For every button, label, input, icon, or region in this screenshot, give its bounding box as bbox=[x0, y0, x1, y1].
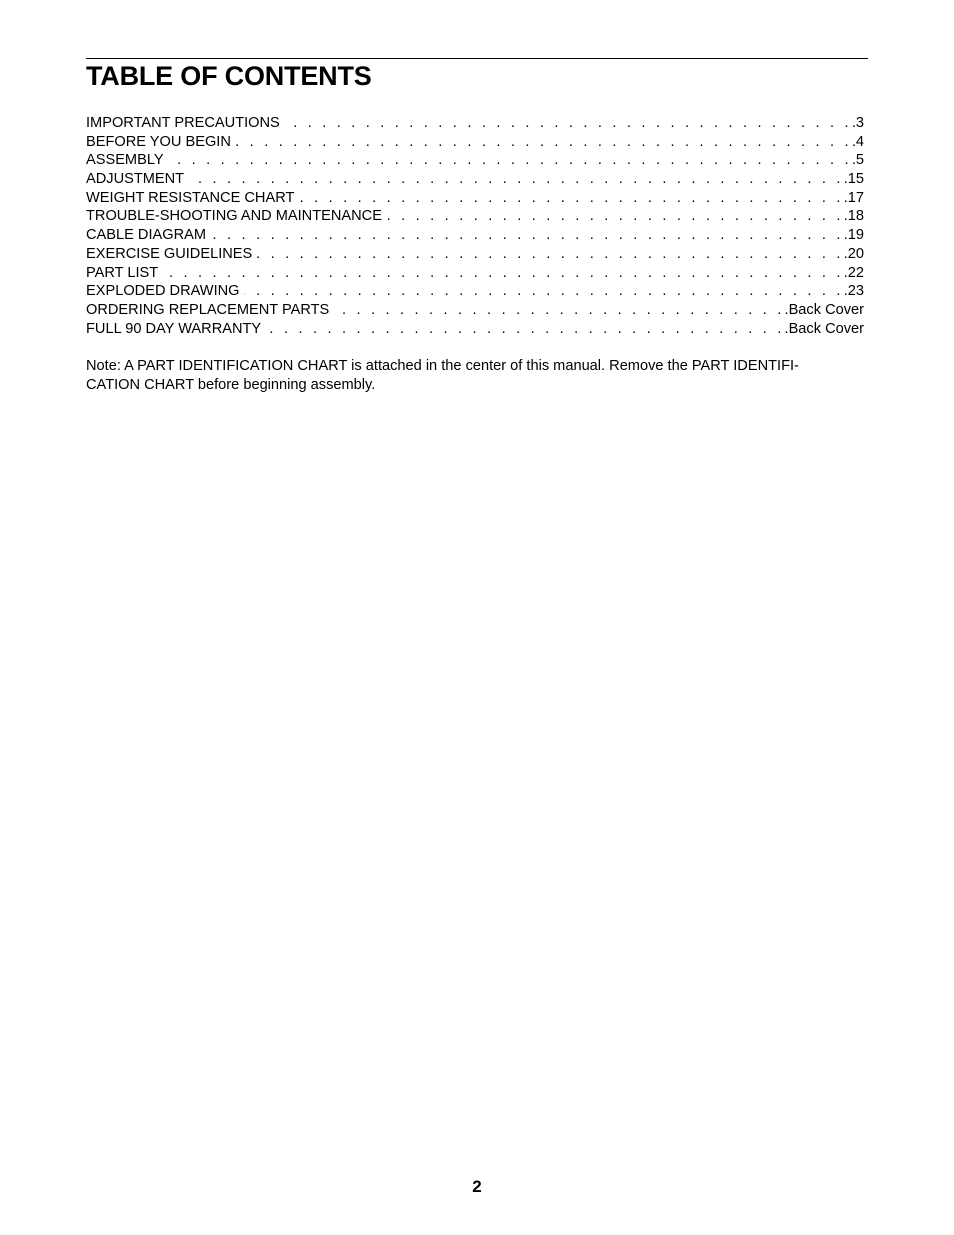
toc-entry-label: EXERCISE GUIDELINES bbox=[86, 245, 253, 262]
note-line: CATION CHART before beginning assembly. bbox=[86, 377, 376, 393]
toc-entry-assembly[interactable] bbox=[86, 151, 864, 170]
dot-leader bbox=[210, 226, 844, 245]
toc-entry-label: FULL 90 DAY WARRANTY bbox=[86, 320, 262, 337]
toc-entry-page: .20 bbox=[843, 245, 864, 262]
toc-entry-important-precautions[interactable] bbox=[86, 114, 864, 133]
dot-leader bbox=[162, 264, 844, 283]
page-title: TABLE OF CONTENTS bbox=[86, 61, 372, 91]
toc-entry-ordering-replacement-parts[interactable] bbox=[86, 301, 864, 320]
dot-leader bbox=[235, 133, 852, 152]
toc-entry-exploded-drawing[interactable] bbox=[86, 282, 864, 301]
toc-entry-adjustment[interactable] bbox=[86, 170, 864, 189]
toc-entry-page: .4 bbox=[851, 133, 864, 150]
toc-entry-label: BEFORE YOU BEGIN bbox=[86, 133, 231, 150]
toc-entry-label: ORDERING REPLACEMENT PARTS bbox=[86, 301, 330, 318]
toc-entry-before-you-begin[interactable] bbox=[86, 133, 864, 152]
toc-entry-page: .3 bbox=[851, 115, 864, 131]
toc-entry-label: IMPORTANT PRECAUTIONS bbox=[86, 115, 280, 131]
toc-entry-label: EXPLODED DRAWING bbox=[86, 283, 240, 300]
assembly-note bbox=[86, 357, 868, 395]
toc-entry-page: .23 bbox=[843, 283, 864, 300]
dot-leader bbox=[298, 189, 843, 208]
table-of-contents bbox=[86, 114, 864, 338]
dot-leader bbox=[284, 114, 852, 133]
toc-entry-page: .15 bbox=[843, 171, 864, 188]
toc-entry-page: .Back Cover bbox=[784, 320, 864, 337]
toc-entry-weight-resistance-chart[interactable] bbox=[86, 189, 864, 208]
toc-entry-label: PART LIST bbox=[86, 264, 159, 281]
dot-leader bbox=[265, 320, 784, 339]
toc-entry-label: ADJUSTMENT bbox=[86, 171, 185, 188]
toc-entry-page: .17 bbox=[843, 189, 864, 206]
dot-leader bbox=[188, 170, 844, 189]
note-line: Note: A PART IDENTIFICATION CHART is attached in the center of this manual. Remove the PART IDENTIFI- bbox=[86, 358, 799, 374]
page-number: 2 bbox=[472, 1177, 482, 1196]
toc-entry-page: .22 bbox=[843, 264, 864, 281]
toc-entry-full-90-day-warranty[interactable] bbox=[86, 320, 864, 339]
toc-entry-page: .Back Cover bbox=[784, 301, 864, 318]
toc-entry-label: CABLE DIAGRAM bbox=[86, 227, 207, 244]
toc-entry-exercise-guidelines[interactable] bbox=[86, 245, 864, 264]
toc-entry-part-list[interactable] bbox=[86, 264, 864, 283]
toc-entry-trouble-shooting[interactable] bbox=[86, 207, 864, 226]
toc-entry-page: .5 bbox=[851, 152, 864, 169]
toc-entry-label: ASSEMBLY bbox=[86, 152, 164, 169]
toc-entry-page: .19 bbox=[843, 227, 864, 244]
dot-leader bbox=[168, 151, 852, 170]
dot-leader bbox=[244, 282, 844, 301]
toc-entry-page: .18 bbox=[843, 208, 864, 225]
toc-entry-cable-diagram[interactable] bbox=[86, 226, 864, 245]
dot-leader bbox=[386, 207, 844, 226]
toc-entry-label: WEIGHT RESISTANCE CHART bbox=[86, 189, 295, 206]
dot-leader bbox=[256, 245, 843, 264]
toc-entry-label: TROUBLE-SHOOTING AND MAINTENANCE bbox=[86, 208, 382, 225]
dot-leader bbox=[333, 301, 784, 320]
